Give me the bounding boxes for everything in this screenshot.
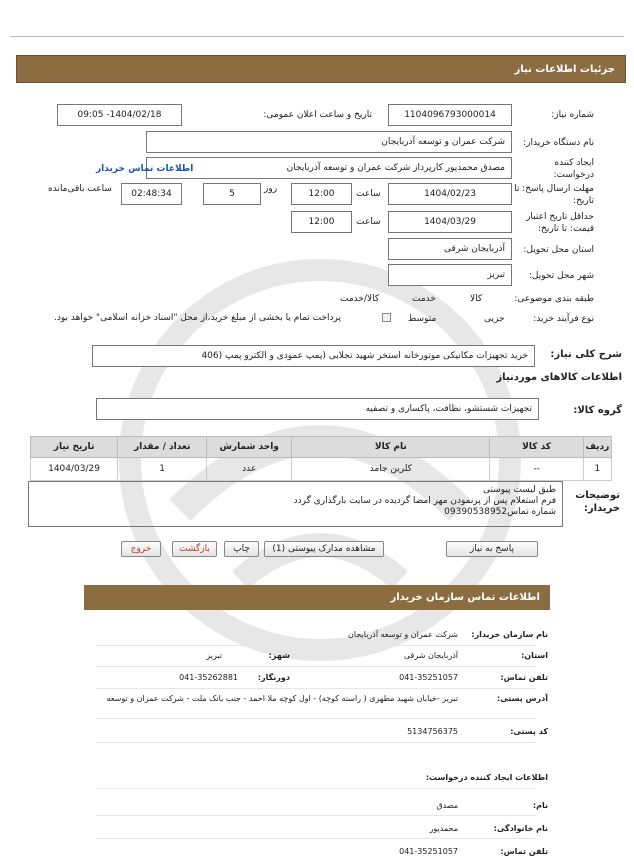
creator-family-value: محمدپور	[429, 824, 458, 833]
items-table	[30, 436, 612, 481]
notes-line-2: فرم استعلام پس از پرنمودن مهر امضا گردیده در سایت بارگذاری گردد	[293, 496, 556, 506]
creator-info-title: اطلاعات ایجاد کننده درخواست:	[425, 773, 548, 782]
notes-line-1: طبق لیست پیوستی	[482, 485, 556, 495]
treasury-checkbox[interactable]	[382, 313, 391, 322]
validity-time-field: 12:00	[291, 211, 352, 233]
deadline-time-field: 12:00	[291, 183, 352, 205]
buyer-field: شرکت عمران و توسعه آذربایجان	[146, 131, 512, 153]
creator-label-1: ایجاد کننده	[554, 158, 594, 168]
validity-label-1: حداقل تاریخ اعتبار	[526, 212, 594, 222]
contact-province-value: آذربایجان شرقی	[403, 651, 458, 660]
col-qty: تعداد / مقدار	[118, 437, 207, 458]
goods-section-title: اطلاعات کالاهای موردنیاز	[496, 372, 622, 383]
days-label: روز	[264, 184, 278, 194]
city-label: شهر محل تحویل:	[528, 271, 594, 281]
creator-phone-value: 041-35251057	[399, 847, 458, 856]
notes-label-2: خریدار:	[583, 503, 620, 514]
col-name: نام کالا	[292, 437, 490, 458]
creator-label-2: درخواست:	[553, 170, 594, 180]
contact-phone-label: تلفن تماس:	[500, 673, 548, 682]
reply-button[interactable]: پاسخ به نیاز	[446, 541, 538, 557]
creator-name-value: مصدق	[436, 801, 458, 810]
table-row	[31, 458, 612, 481]
deadline-label-1: مهلت ارسال پاسخ: تا	[514, 184, 594, 194]
summary-field: خرید تجهیزات مکانیکی موتورخانه استخر شهید تجلایی (پمپ عمودی و الکترو پمپ (406	[92, 345, 535, 367]
contact-org-value: شرکت عمران و توسعه آذربایجان	[348, 630, 458, 639]
contact-city-value: تبریز	[206, 651, 222, 660]
notes-line-3: شماره تماس09390538952	[444, 507, 556, 517]
page-header	[16, 55, 626, 83]
col-code: کد کالا	[490, 437, 583, 458]
col-date: تاریخ نیاز	[31, 437, 118, 458]
announce-label: تاریخ و ساعت اعلان عمومی:	[263, 110, 372, 120]
contact-header	[84, 585, 550, 610]
process-label: نوع فرآیند خرید:	[533, 314, 594, 324]
contact-postal-label: کد پستی:	[510, 727, 548, 736]
creator-family-label: نام خانوادگی:	[493, 824, 548, 833]
validity-date-field: 1404/03/29	[388, 211, 512, 233]
divider	[96, 688, 536, 689]
category-option-both: کالا/خدمت	[340, 294, 380, 304]
cell-name: کلرین جامد	[292, 458, 490, 481]
divider	[96, 788, 536, 789]
divider	[96, 718, 536, 719]
back-button[interactable]: بازگشت	[172, 541, 217, 557]
contact-org-label: نام سازمان خریدار:	[471, 630, 548, 639]
province-field: آذربایجان شرقی	[388, 238, 512, 260]
notes-label-1: توضیحات	[575, 490, 620, 501]
remaining-label: ساعت باقی‌مانده	[48, 184, 112, 194]
need-number-field: 1104096793000014	[388, 104, 512, 126]
need-number-label: شماره نیاز:	[551, 110, 594, 120]
creator-phone-label: تلفن تماس:	[500, 847, 548, 856]
contact-address-label: آدرس پستی:	[497, 694, 548, 703]
process-option-medium: متوسط	[408, 314, 437, 324]
contact-phone-value: 041-35251057	[399, 673, 458, 682]
cell-row: 1	[583, 458, 611, 481]
contact-title: اطلاعات تماس سازمان خریدار	[390, 592, 540, 603]
print-button[interactable]: چاپ	[224, 541, 259, 557]
items-table-header	[31, 437, 612, 458]
cell-date: 1404/03/29	[31, 458, 118, 481]
top-divider	[10, 36, 624, 37]
contact-province-label: استان:	[521, 651, 548, 660]
validity-time-label: ساعت	[356, 217, 381, 227]
exit-button[interactable]: خروج	[121, 541, 161, 557]
remaining-field: 02:48:34	[121, 183, 182, 205]
creator-field: مصدق محمدپور کارپرداز شرکت عمران و توسعه آذربایجان	[146, 157, 512, 179]
payment-note: پرداخت تمام یا بخشی از مبلغ خرید،از محل "اسناد خزانه اسلامی" خواهد بود.	[54, 313, 342, 323]
process-option-partial: جزیی	[484, 314, 505, 324]
col-row: ردیف	[583, 437, 611, 458]
cell-unit: عدد	[207, 458, 292, 481]
contact-address-value: تبریز -خیابان شهید مطهری ( راسته کوچه) - اول کوچه ملا احمد - جنب بانک ملت - شرکت عمران و توسعه	[106, 694, 458, 703]
contact-city-label: شهر:	[268, 651, 290, 660]
group-label: گروه کالا:	[573, 405, 622, 416]
divider	[96, 742, 536, 743]
contact-postal-value: 5134756375	[407, 727, 458, 736]
city-field: تبریز	[388, 264, 512, 286]
cell-qty: 1	[118, 458, 207, 481]
attachments-button[interactable]: مشاهده مدارک پیوستی (1)	[264, 541, 384, 557]
deadline-time-label: ساعت	[356, 189, 381, 199]
summary-label: شرح کلی نیاز:	[550, 349, 622, 360]
category-label: طبقه بندی موضوعی:	[514, 294, 594, 304]
col-unit: واحد شمارش	[207, 437, 292, 458]
announce-field: 1404/02/18- 09:05	[57, 104, 182, 126]
days-field: 5	[203, 183, 261, 205]
contact-fax-label: دورنگار:	[257, 673, 290, 682]
buyer-contact-link[interactable]: اطلاعات تماس خریدار	[96, 164, 194, 174]
buyer-label: نام دستگاه خریدار:	[523, 138, 594, 148]
page-title: جزئیات اطلاعات نیاز	[514, 63, 615, 75]
province-label: استان محل تحویل:	[523, 245, 594, 255]
creator-name-label: نام:	[532, 801, 548, 810]
divider	[96, 838, 536, 839]
notes-box	[28, 481, 563, 527]
divider	[96, 666, 536, 667]
divider	[96, 815, 536, 816]
deadline-label-2: تاریخ:	[573, 196, 594, 206]
cell-code: --	[490, 458, 583, 481]
category-option-goods: کالا	[470, 294, 483, 304]
divider	[96, 645, 536, 646]
contact-fax-value: 041-35262881	[179, 673, 238, 682]
validity-label-2: قیمت: تا تاریخ:	[538, 224, 594, 234]
deadline-date-field: 1404/02/23	[388, 183, 512, 205]
group-field: تجهیزات شستشو، نظافت، پاکسازی و تصفیه	[96, 398, 539, 420]
category-option-service: خدمت	[412, 294, 436, 304]
